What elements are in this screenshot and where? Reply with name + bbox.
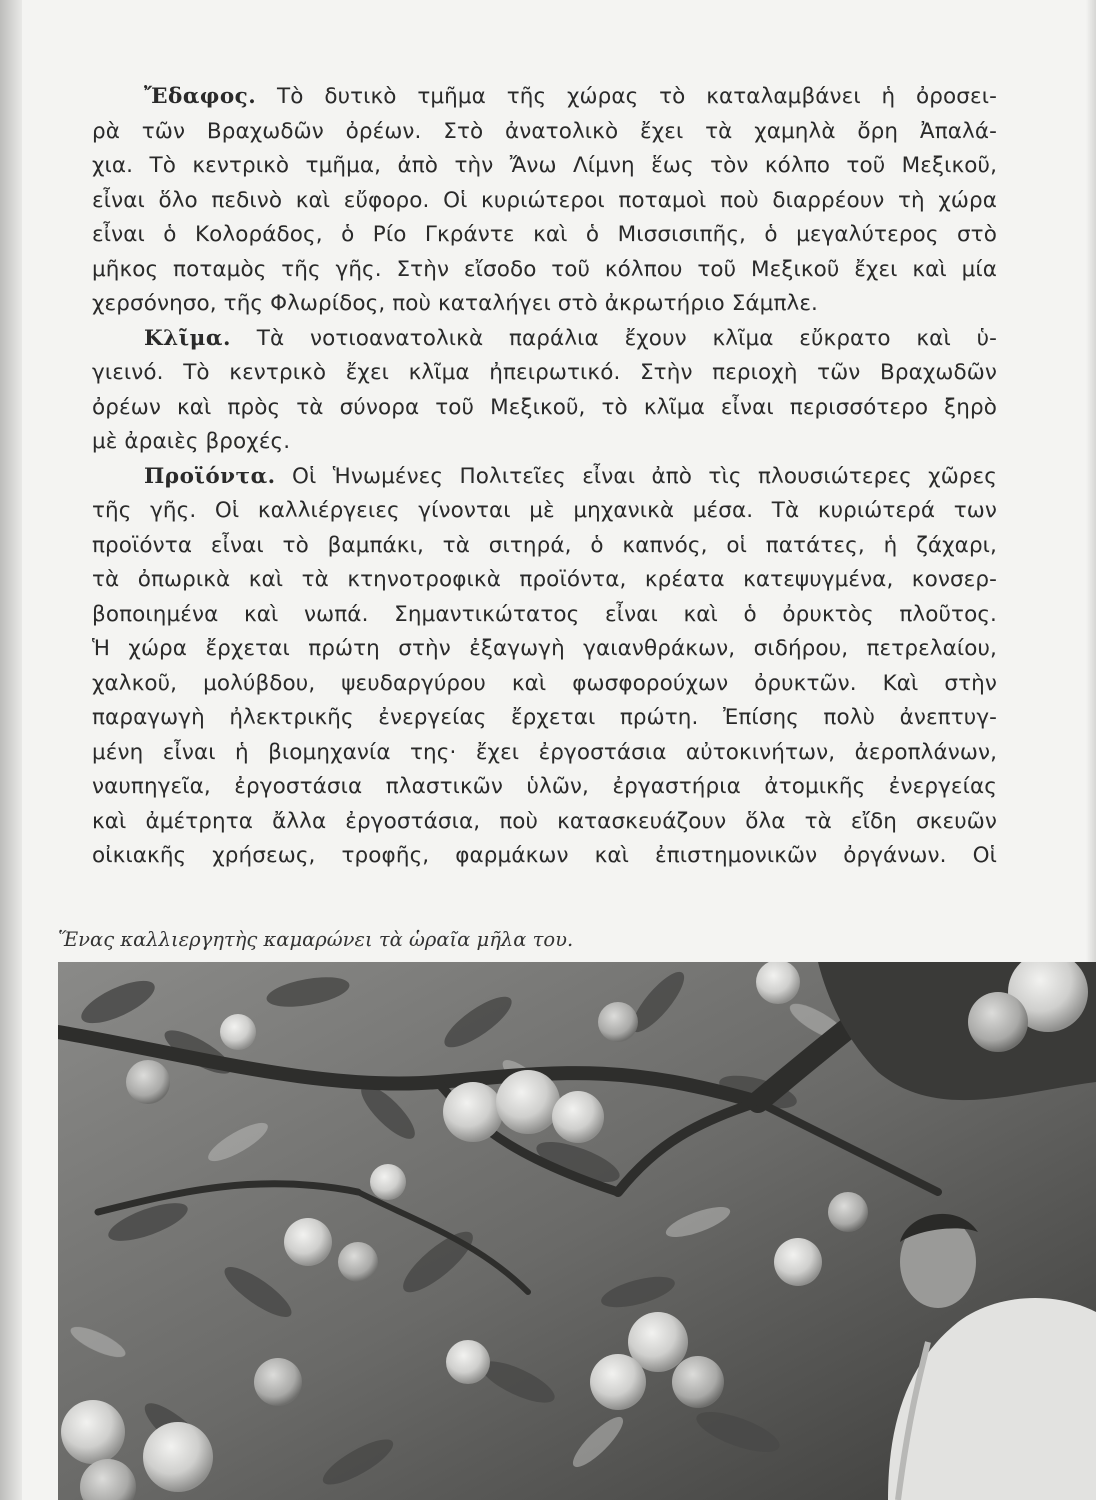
text-line: τῆς γῆς. Οἱ καλλιέργειες γίνονται μὲ μηχανικὰ μέσα. Τὰ κυριώτερά των xyxy=(92,498,997,523)
section-heading-climate: Κλῖμα. xyxy=(144,325,231,351)
text-line: χερσόνησο, τῆς Φλωρίδος, ποὺ καταλήγει στὸ ἀκρωτήριο Σάμπλε. xyxy=(92,291,818,316)
figure-caption: Ἕνας καλλιεργητὴς καμαρώνει τὰ ὡραῖα μῆλα του. xyxy=(58,928,574,951)
section-heading-terrain: Ἔδαφος. xyxy=(144,84,257,109)
text-line: μὲ ἀραιὲς βροχές. xyxy=(92,429,291,454)
apple-tree-photo-illustration xyxy=(58,962,1096,1500)
text-line: ὀρέων καὶ πρὸς τὰ σύνορα τοῦ Μεξικοῦ, τὸ κλῖμα εἶναι περισσότερο ξηρὸ xyxy=(92,394,997,420)
text-line: ρὰ τῶν Βραχωδῶν ὀρέων. Στὸ ἀνατολικὸ ἔχει τὰ χαμηλὰ ὄρη Ἀπαλά- xyxy=(92,118,997,144)
text-line: βοποιημένα καὶ νωπά. Σημαντικώτατος εἶναι καὶ ὁ ὀρυκτὸς πλοῦτος. xyxy=(92,601,997,627)
text-line: τὰ ὀπωρικὰ καὶ τὰ κτηνοτροφικὰ προϊόντα, κρέατα κατεψυγμένα, κονσερ- xyxy=(92,567,997,592)
orchard-photo xyxy=(58,962,1096,1500)
text-line: μῆκος ποταμὸς τῆς γῆς. Στὴν εἴσοδο τοῦ κόλπου τοῦ Μεξικοῦ ἔχει καὶ μία xyxy=(92,256,997,282)
text-line: γιεινό. Τὸ κεντρικὸ ἔχει κλῖμα ἠπειρωτικό. Στὴν περιοχὴ τῶν Βραχωδῶν xyxy=(92,360,997,385)
section-heading-products: Προϊόντα. xyxy=(144,463,276,489)
text-line: χια. Τὸ κεντρικὸ τμῆμα, ἀπὸ τὴν Ἄνω Λίμνη ἕως τὸν κόλπο τοῦ Μεξικοῦ, xyxy=(92,153,997,178)
page-gutter-shadow xyxy=(0,0,22,1500)
article-text xyxy=(92,80,997,874)
text-line: ναυπηγεῖα, ἐργοστάσια πλαστικῶν ὑλῶν, ἐργαστήρια ἀτομικῆς ἐνεργείας xyxy=(92,774,997,799)
text-line: καὶ ἀμέτρητα ἄλλα ἐργοστάσια, ποὺ κατασκευάζουν ὅλα τὰ εἴδη σκευῶν xyxy=(92,808,997,834)
text-line: Ἔδαφος. Τὸ δυτικὸ τμῆμα τῆς χώρας τὸ καταλαμβάνει ἡ ὀροσει- xyxy=(144,84,997,109)
text-line: μένη εἶναι ἡ βιομηχανία της· ἔχει ἐργοστάσια αὐτοκινήτων, ἀεροπλάνων, xyxy=(92,739,997,765)
text-line: παραγωγὴ ἠλεκτρικῆς ἐνεργείας ἔρχεται πρώτη. Ἐπίσης πολὺ ἀνεπτυγ- xyxy=(92,705,997,730)
text-line: Ἡ χώρα ἔρχεται πρώτη στὴν ἐξαγωγὴ γαιανθράκων, σιδήρου, πετρελαίου, xyxy=(92,636,997,661)
text-line: Προϊόντα. Οἱ Ἡνωμένες Πολιτεῖες εἶναι ἀπὸ τὶς πλουσιώτερες χῶρες xyxy=(144,463,997,489)
text-line: Κλῖμα. Τὰ νοτιοανατολικὰ παράλια ἔχουν κλῖμα εὔκρατο καὶ ὑ- xyxy=(144,325,997,351)
text-line: προϊόντα εἶναι τὸ βαμπάκι, τὰ σιτηρά, ὁ καπνός, οἱ πατάτες, ἡ ζάχαρι, xyxy=(92,532,997,558)
text-line: εἶναι ὁ Κολοράδος, ὁ Ρίο Γκράντε καὶ ὁ Μισσισιπῆς, ὁ μεγαλύτερος στὸ xyxy=(92,222,997,247)
text-line: χαλκοῦ, μολύβδου, ψευδαργύρου καὶ φωσφορούχων ὀρυκτῶν. Καὶ στὴν xyxy=(92,670,997,696)
text-line: εἶναι ὅλο πεδινὸ καὶ εὔφορο. Οἱ κυριώτεροι ποταμοὶ ποὺ διαρρέουν τὴ χώρα xyxy=(92,187,997,213)
text-line: οἰκιακῆς χρήσεως, τροφῆς, φαρμάκων καὶ ἐπιστημονικῶν ὀργάνων. Οἱ xyxy=(92,843,997,868)
